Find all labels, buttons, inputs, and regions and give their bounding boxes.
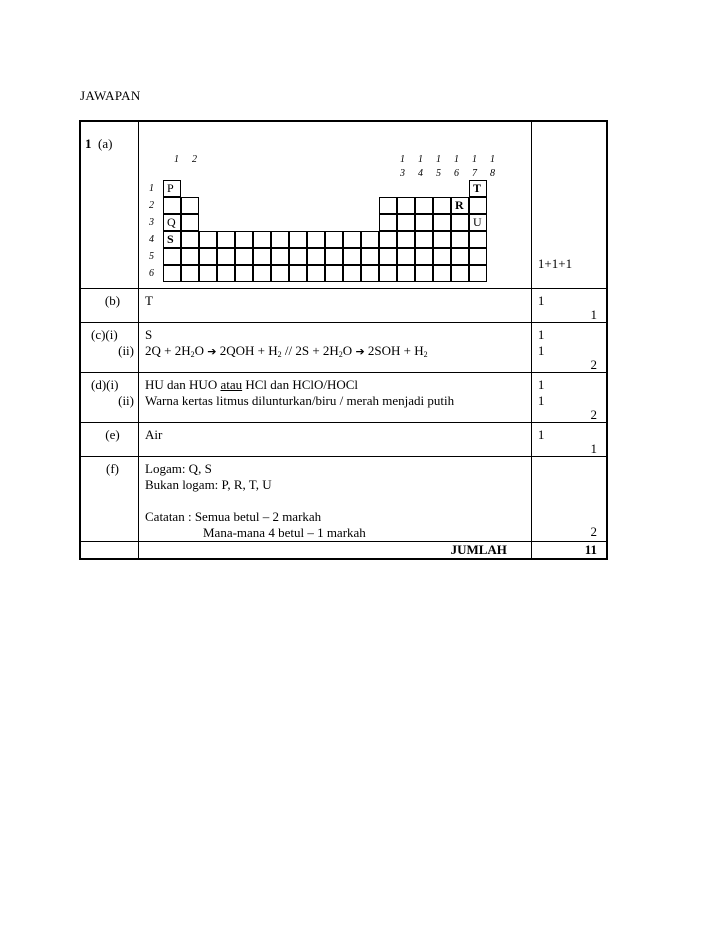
label-c-ii: (ii) — [118, 343, 134, 358]
periodic-cell — [469, 197, 487, 214]
periodic-cell — [217, 248, 235, 265]
periodic-cell — [379, 248, 397, 265]
period-label: 5 — [149, 251, 154, 262]
element-u: U — [469, 214, 487, 231]
question-number: 1 — [85, 136, 92, 151]
element-r: R — [451, 197, 469, 214]
periodic-cell — [163, 248, 181, 265]
group-label: 1 — [472, 154, 477, 165]
periodic-cell — [451, 248, 469, 265]
periodic-cell — [217, 265, 235, 282]
marks-a: 1+1+1 — [537, 256, 573, 271]
periodic-cell — [361, 231, 379, 248]
periodic-cell — [199, 231, 217, 248]
mark-d-i: 1 — [537, 377, 545, 392]
periodic-cell — [361, 265, 379, 282]
subtotal-c: 2 — [590, 357, 597, 372]
total-marks: 11 — [584, 542, 597, 557]
answer-f-line2: Bukan logam: P, R, T, U — [145, 477, 272, 492]
periodic-cell — [181, 197, 199, 214]
periodic-cell — [415, 248, 433, 265]
label-b: (b) — [104, 293, 121, 308]
periodic-cell — [379, 231, 397, 248]
period-label: 4 — [149, 234, 154, 245]
page-heading: JAWAPAN — [80, 88, 141, 103]
arrow-icon: ➔ — [355, 345, 365, 358]
answer-d-ii: Warna kertas litmus dilunturkan/biru / merah menjadi putih — [145, 393, 455, 408]
periodic-table — [139, 122, 531, 288]
periodic-cell — [271, 248, 289, 265]
periodic-cell — [181, 214, 199, 231]
periodic-cell — [361, 248, 379, 265]
periodic-cell — [379, 214, 397, 231]
mark-c-i: 1 — [537, 327, 545, 342]
element-s: S — [163, 231, 181, 248]
periodic-cell — [289, 248, 307, 265]
label-e: (e) — [105, 427, 120, 442]
label-d-ii: (ii) — [118, 393, 134, 408]
periodic-cell — [199, 248, 217, 265]
subtotal-e: 1 — [590, 441, 597, 456]
label-f: (f) — [106, 461, 119, 476]
periodic-cell — [271, 231, 289, 248]
periodic-cell — [253, 231, 271, 248]
periodic-cell — [271, 265, 289, 282]
periodic-cell — [343, 248, 361, 265]
answer-f-line1: Logam: Q, S — [145, 461, 212, 476]
periodic-cell — [343, 265, 361, 282]
group-label: 5 — [436, 168, 441, 179]
periodic-cell — [397, 231, 415, 248]
periodic-cell — [397, 265, 415, 282]
group-label: 1 — [436, 154, 441, 165]
periodic-cell — [451, 231, 469, 248]
label-d-i: (d)(i) — [91, 377, 119, 392]
answer-table — [79, 120, 608, 560]
group-label: 1 — [418, 154, 423, 165]
group-label: 1 — [454, 154, 459, 165]
periodic-cell — [469, 265, 487, 282]
group-label: 1 — [174, 154, 179, 165]
period-label: 1 — [149, 183, 154, 194]
periodic-cell — [415, 265, 433, 282]
periodic-cell — [325, 231, 343, 248]
label-cell-a — [80, 121, 139, 289]
periodic-cell — [289, 231, 307, 248]
group-label: 2 — [192, 154, 197, 165]
element-t: T — [469, 180, 487, 197]
note-line1: Catatan : Semua betul – 2 markah — [145, 509, 322, 524]
periodic-cell — [433, 231, 451, 248]
periodic-table-cell — [139, 121, 532, 289]
group-label: 8 — [490, 168, 495, 179]
periodic-cell — [181, 231, 199, 248]
marks-cell-a — [531, 121, 607, 289]
group-label: 1 — [490, 154, 495, 165]
periodic-cell — [235, 265, 253, 282]
periodic-cell — [253, 248, 271, 265]
period-label: 3 — [149, 217, 154, 228]
group-label: 6 — [454, 168, 459, 179]
period-label: 2 — [149, 200, 154, 211]
label-a: (a) — [98, 136, 113, 151]
periodic-cell — [379, 265, 397, 282]
periodic-cell — [289, 265, 307, 282]
subtotal-f: 2 — [590, 524, 597, 539]
subtotal-b: 1 — [590, 307, 597, 322]
periodic-cell — [235, 231, 253, 248]
periodic-cell — [379, 197, 397, 214]
periodic-cell — [433, 248, 451, 265]
element-q: Q — [163, 214, 181, 231]
group-label: 3 — [400, 168, 405, 179]
periodic-cell — [469, 248, 487, 265]
mark-c-ii: 1 — [537, 343, 545, 358]
periodic-cell — [397, 197, 415, 214]
periodic-cell — [415, 197, 433, 214]
periodic-cell — [433, 214, 451, 231]
mark-e: 1 — [537, 427, 545, 442]
periodic-cell — [433, 265, 451, 282]
arrow-icon: ➔ — [207, 345, 217, 358]
periodic-cell — [397, 214, 415, 231]
periodic-cell — [217, 231, 235, 248]
label-c-i: (c)(i) — [91, 327, 118, 342]
periodic-cell — [181, 248, 199, 265]
periodic-cell — [343, 231, 361, 248]
periodic-cell — [181, 265, 199, 282]
periodic-cell — [235, 248, 253, 265]
period-label: 6 — [149, 268, 154, 279]
periodic-cell — [325, 265, 343, 282]
periodic-cell — [469, 231, 487, 248]
note-line2: Mana-mana 4 betul – 1 markah — [203, 525, 366, 540]
periodic-cell — [451, 214, 469, 231]
answer-e: Air — [145, 427, 163, 442]
answer-c-ii: $2Q + 2H_2O$ ➔ $2QOH + H_2 // 2S + 2H_2O$ ➔ $2SOH + H_2$ — [145, 343, 428, 359]
periodic-cell — [307, 265, 325, 282]
answer-b: T — [145, 293, 153, 308]
periodic-cell — [307, 231, 325, 248]
group-label: 1 — [400, 154, 405, 165]
group-label: 4 — [418, 168, 423, 179]
periodic-cell — [307, 248, 325, 265]
periodic-cell — [415, 231, 433, 248]
mark-d-ii: 1 — [537, 393, 545, 408]
periodic-cell — [433, 197, 451, 214]
group-label: 7 — [472, 168, 477, 179]
mark-b: 1 — [537, 293, 545, 308]
periodic-cell — [253, 265, 271, 282]
periodic-cell — [325, 248, 343, 265]
periodic-cell — [163, 265, 181, 282]
periodic-cell — [397, 248, 415, 265]
element-p: P — [163, 180, 181, 197]
answer-d-i: HU dan HUO atau HCl dan HClO/HOCl — [145, 377, 359, 392]
subtotal-d: 2 — [590, 407, 597, 422]
periodic-cell — [199, 265, 217, 282]
periodic-cell — [451, 265, 469, 282]
answer-c-i: S — [145, 327, 153, 342]
periodic-cell — [415, 214, 433, 231]
periodic-cell — [163, 197, 181, 214]
total-label: JUMLAH — [450, 542, 507, 557]
